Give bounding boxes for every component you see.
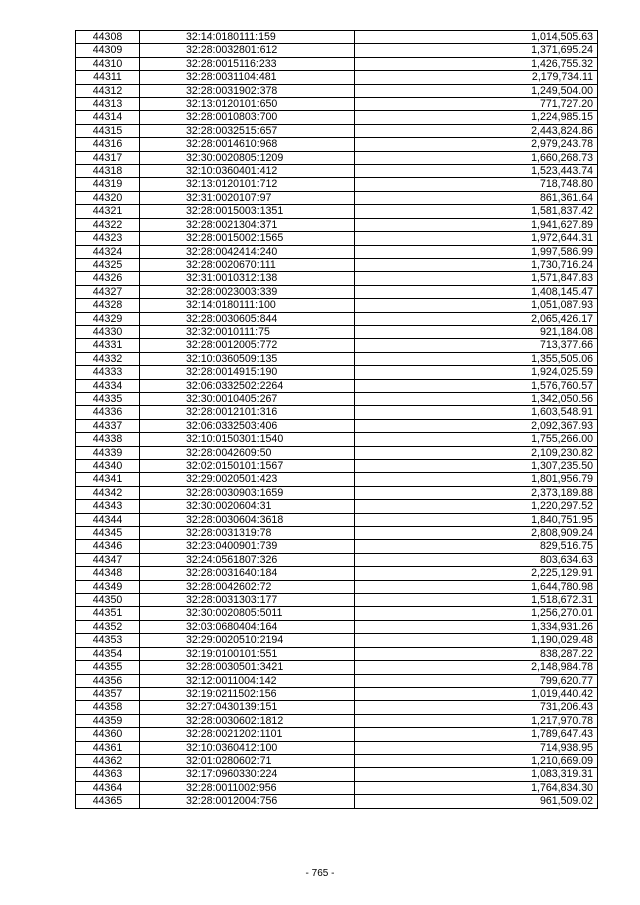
value-cell: 2,979,243.78 bbox=[355, 138, 598, 151]
cadastral-number-cell: 32:28:0030605:844 bbox=[140, 312, 355, 325]
value-cell: 961,509.02 bbox=[355, 795, 598, 808]
row-number-cell: 44326 bbox=[76, 272, 140, 285]
page-number: - 765 - bbox=[305, 868, 335, 879]
cadastral-number-cell: 32:29:0020510:2194 bbox=[140, 634, 355, 647]
value-cell: 1,014,505.63 bbox=[355, 31, 598, 44]
table-row bbox=[76, 124, 598, 137]
table-row bbox=[76, 84, 598, 97]
table-row bbox=[76, 232, 598, 245]
value-cell: 713,377.66 bbox=[355, 339, 598, 352]
cadastral-number-cell: 32:28:0030501:3421 bbox=[140, 661, 355, 674]
value-cell: 1,371,695.24 bbox=[355, 44, 598, 57]
value-cell: 1,224,985.15 bbox=[355, 111, 598, 124]
row-number-cell: 44336 bbox=[76, 406, 140, 419]
row-number-cell: 44359 bbox=[76, 714, 140, 727]
value-cell: 1,342,050.56 bbox=[355, 392, 598, 405]
value-cell: 861,361.64 bbox=[355, 191, 598, 204]
row-number-cell: 44323 bbox=[76, 232, 140, 245]
cadastral-number-cell: 32:24:0561807:326 bbox=[140, 553, 355, 566]
value-cell: 1,644,780.98 bbox=[355, 580, 598, 593]
table-row bbox=[76, 634, 598, 647]
row-number-cell: 44340 bbox=[76, 460, 140, 473]
value-cell: 2,373,189.88 bbox=[355, 486, 598, 499]
table-row bbox=[76, 352, 598, 365]
table-row bbox=[76, 701, 598, 714]
table-row bbox=[76, 741, 598, 754]
value-cell: 1,083,319.31 bbox=[355, 768, 598, 781]
value-cell: 1,997,586.99 bbox=[355, 245, 598, 258]
value-cell: 799,620.77 bbox=[355, 674, 598, 687]
table-row bbox=[76, 191, 598, 204]
value-cell: 1,755,266.00 bbox=[355, 433, 598, 446]
row-number-cell: 44308 bbox=[76, 31, 140, 44]
table-row bbox=[76, 513, 598, 526]
row-number-cell: 44352 bbox=[76, 620, 140, 633]
cadastral-number-cell: 32:10:0360412:100 bbox=[140, 741, 355, 754]
table-row bbox=[76, 674, 598, 687]
value-cell: 2,225,129.91 bbox=[355, 567, 598, 580]
row-number-cell: 44346 bbox=[76, 540, 140, 553]
value-cell: 2,109,230.82 bbox=[355, 446, 598, 459]
cadastral-number-cell: 32:30:0020805:1209 bbox=[140, 151, 355, 164]
cadastral-number-cell: 32:28:0015003:1351 bbox=[140, 205, 355, 218]
value-cell: 1,789,647.43 bbox=[355, 728, 598, 741]
table-row bbox=[76, 527, 598, 540]
value-cell: 1,730,716.24 bbox=[355, 258, 598, 271]
table-row bbox=[76, 446, 598, 459]
cadastral-number-cell: 32:28:0031902:378 bbox=[140, 84, 355, 97]
row-number-cell: 44315 bbox=[76, 124, 140, 137]
table-row bbox=[76, 728, 598, 741]
table-body bbox=[76, 31, 598, 809]
value-cell: 1,941,627.89 bbox=[355, 218, 598, 231]
row-number-cell: 44347 bbox=[76, 553, 140, 566]
value-cell: 1,426,755.32 bbox=[355, 57, 598, 70]
row-number-cell: 44350 bbox=[76, 594, 140, 607]
cadastral-number-cell: 32:14:0180111:159 bbox=[140, 31, 355, 44]
table-row bbox=[76, 285, 598, 298]
value-cell: 731,206.43 bbox=[355, 701, 598, 714]
row-number-cell: 44331 bbox=[76, 339, 140, 352]
cadastral-number-cell: 32:28:0020670:111 bbox=[140, 258, 355, 271]
table-row bbox=[76, 661, 598, 674]
cadastral-number-cell: 32:28:0011002:956 bbox=[140, 781, 355, 794]
table-row bbox=[76, 567, 598, 580]
table-row bbox=[76, 151, 598, 164]
table-row bbox=[76, 594, 598, 607]
cadastral-number-cell: 32:03:0680404:164 bbox=[140, 620, 355, 633]
cadastral-number-cell: 32:28:0030602:1812 bbox=[140, 714, 355, 727]
cadastral-number-cell: 32:28:0012005:772 bbox=[140, 339, 355, 352]
row-number-cell: 44355 bbox=[76, 661, 140, 674]
value-cell: 1,576,760.57 bbox=[355, 379, 598, 392]
table-row bbox=[76, 272, 598, 285]
row-number-cell: 44354 bbox=[76, 647, 140, 660]
table-row bbox=[76, 580, 598, 593]
row-number-cell: 44361 bbox=[76, 741, 140, 754]
value-cell: 1,019,440.42 bbox=[355, 687, 598, 700]
value-cell: 921,184.08 bbox=[355, 325, 598, 338]
value-cell: 1,307,235.50 bbox=[355, 460, 598, 473]
table-row bbox=[76, 392, 598, 405]
row-number-cell: 44348 bbox=[76, 567, 140, 580]
value-cell: 1,256,270.01 bbox=[355, 607, 598, 620]
row-number-cell: 44356 bbox=[76, 674, 140, 687]
cadastral-number-cell: 32:28:0042602:72 bbox=[140, 580, 355, 593]
row-number-cell: 44329 bbox=[76, 312, 140, 325]
row-number-cell: 44357 bbox=[76, 687, 140, 700]
row-number-cell: 44310 bbox=[76, 57, 140, 70]
row-number-cell: 44338 bbox=[76, 433, 140, 446]
table-row bbox=[76, 781, 598, 794]
cadastral-number-cell: 32:28:0032801:612 bbox=[140, 44, 355, 57]
cadastral-number-cell: 32:12:0011004:142 bbox=[140, 674, 355, 687]
cadastral-number-cell: 32:06:0332503:406 bbox=[140, 419, 355, 432]
row-number-cell: 44343 bbox=[76, 500, 140, 513]
value-cell: 1,334,931.26 bbox=[355, 620, 598, 633]
table-row bbox=[76, 165, 598, 178]
cadastral-number-cell: 32:28:0021202:1101 bbox=[140, 728, 355, 741]
table-row bbox=[76, 138, 598, 151]
value-cell: 1,764,834.30 bbox=[355, 781, 598, 794]
row-number-cell: 44362 bbox=[76, 754, 140, 767]
cadastral-number-cell: 32:30:0020805:5011 bbox=[140, 607, 355, 620]
value-cell: 1,924,025.59 bbox=[355, 366, 598, 379]
row-number-cell: 44313 bbox=[76, 98, 140, 111]
table-row bbox=[76, 768, 598, 781]
value-cell: 1,801,956.79 bbox=[355, 473, 598, 486]
cadastral-number-cell: 32:19:0100101:551 bbox=[140, 647, 355, 660]
row-number-cell: 44322 bbox=[76, 218, 140, 231]
value-cell: 718,748.80 bbox=[355, 178, 598, 191]
row-number-cell: 44358 bbox=[76, 701, 140, 714]
cadastral-number-cell: 32:29:0020501:423 bbox=[140, 473, 355, 486]
table-row bbox=[76, 486, 598, 499]
cadastral-number-cell: 32:28:0014915:190 bbox=[140, 366, 355, 379]
cadastral-number-cell: 32:28:0031303:177 bbox=[140, 594, 355, 607]
value-cell: 1,660,268.73 bbox=[355, 151, 598, 164]
cadastral-number-cell: 32:17:0960330:224 bbox=[140, 768, 355, 781]
cadastral-number-cell: 32:10:0150301:1540 bbox=[140, 433, 355, 446]
row-number-cell: 44309 bbox=[76, 44, 140, 57]
row-number-cell: 44319 bbox=[76, 178, 140, 191]
value-cell: 1,581,837.42 bbox=[355, 205, 598, 218]
cadastral-number-cell: 32:30:0010405:267 bbox=[140, 392, 355, 405]
cadastral-number-cell: 32:01:0280602:71 bbox=[140, 754, 355, 767]
row-number-cell: 44365 bbox=[76, 795, 140, 808]
table-row bbox=[76, 406, 598, 419]
cadastral-number-cell: 32:10:0360509:135 bbox=[140, 352, 355, 365]
row-number-cell: 44317 bbox=[76, 151, 140, 164]
value-cell: 1,523,443.74 bbox=[355, 165, 598, 178]
table-row bbox=[76, 366, 598, 379]
table-row bbox=[76, 245, 598, 258]
cadastral-number-cell: 32:19:0211502:156 bbox=[140, 687, 355, 700]
cadastral-number-cell: 32:28:0031104:481 bbox=[140, 71, 355, 84]
value-cell: 2,148,984.78 bbox=[355, 661, 598, 674]
value-cell: 1,355,505.06 bbox=[355, 352, 598, 365]
cadastral-number-cell: 32:28:0021304:371 bbox=[140, 218, 355, 231]
table-row bbox=[76, 379, 598, 392]
cadastral-number-cell: 32:27:0430139:151 bbox=[140, 701, 355, 714]
value-cell: 2,808,909.24 bbox=[355, 527, 598, 540]
row-number-cell: 44334 bbox=[76, 379, 140, 392]
value-cell: 1,518,672.31 bbox=[355, 594, 598, 607]
table-row bbox=[76, 325, 598, 338]
row-number-cell: 44351 bbox=[76, 607, 140, 620]
cadastral-number-cell: 32:28:0015116:233 bbox=[140, 57, 355, 70]
row-number-cell: 44316 bbox=[76, 138, 140, 151]
row-number-cell: 44325 bbox=[76, 258, 140, 271]
row-number-cell: 44318 bbox=[76, 165, 140, 178]
cadastral-number-cell: 32:28:0032515:657 bbox=[140, 124, 355, 137]
cadastral-number-cell: 32:13:0120101:650 bbox=[140, 98, 355, 111]
cadastral-number-cell: 32:13:0120101:712 bbox=[140, 178, 355, 191]
table-row bbox=[76, 178, 598, 191]
table-row bbox=[76, 98, 598, 111]
row-number-cell: 44353 bbox=[76, 634, 140, 647]
table-row bbox=[76, 312, 598, 325]
cadastral-value-table bbox=[75, 30, 598, 809]
value-cell: 1,571,847.83 bbox=[355, 272, 598, 285]
table-row bbox=[76, 111, 598, 124]
value-cell: 1,051,087.93 bbox=[355, 299, 598, 312]
cadastral-number-cell: 32:28:0015002:1565 bbox=[140, 232, 355, 245]
row-number-cell: 44360 bbox=[76, 728, 140, 741]
table-row bbox=[76, 540, 598, 553]
table-row bbox=[76, 647, 598, 660]
cadastral-number-cell: 32:28:0042609:50 bbox=[140, 446, 355, 459]
value-cell: 803,634.63 bbox=[355, 553, 598, 566]
table-row bbox=[76, 31, 598, 44]
cadastral-number-cell: 32:02:0150101:1567 bbox=[140, 460, 355, 473]
table-row bbox=[76, 205, 598, 218]
table-row bbox=[76, 500, 598, 513]
cadastral-number-cell: 32:28:0042414:240 bbox=[140, 245, 355, 258]
cadastral-number-cell: 32:14:0180111:100 bbox=[140, 299, 355, 312]
row-number-cell: 44364 bbox=[76, 781, 140, 794]
cadastral-number-cell: 32:31:0010312:138 bbox=[140, 272, 355, 285]
cadastral-number-cell: 32:06:0332502:2264 bbox=[140, 379, 355, 392]
value-cell: 1,220,297.52 bbox=[355, 500, 598, 513]
cadastral-number-cell: 32:28:0030604:3618 bbox=[140, 513, 355, 526]
value-cell: 2,443,824.86 bbox=[355, 124, 598, 137]
table-row bbox=[76, 218, 598, 231]
table-row bbox=[76, 460, 598, 473]
row-number-cell: 44330 bbox=[76, 325, 140, 338]
table-row bbox=[76, 607, 598, 620]
table-row bbox=[76, 71, 598, 84]
table-row bbox=[76, 795, 598, 808]
row-number-cell: 44363 bbox=[76, 768, 140, 781]
value-cell: 2,065,426.17 bbox=[355, 312, 598, 325]
row-number-cell: 44341 bbox=[76, 473, 140, 486]
row-number-cell: 44332 bbox=[76, 352, 140, 365]
cadastral-number-cell: 32:28:0010803:700 bbox=[140, 111, 355, 124]
row-number-cell: 44344 bbox=[76, 513, 140, 526]
cadastral-number-cell: 32:28:0023003:339 bbox=[140, 285, 355, 298]
table-row bbox=[76, 44, 598, 57]
row-number-cell: 44345 bbox=[76, 527, 140, 540]
row-number-cell: 44321 bbox=[76, 205, 140, 218]
value-cell: 2,179,734.11 bbox=[355, 71, 598, 84]
cadastral-number-cell: 32:28:0030903:1659 bbox=[140, 486, 355, 499]
table-row bbox=[76, 620, 598, 633]
table-row bbox=[76, 419, 598, 432]
table-row bbox=[76, 714, 598, 727]
value-cell: 829,516.75 bbox=[355, 540, 598, 553]
value-cell: 1,408,145.47 bbox=[355, 285, 598, 298]
row-number-cell: 44339 bbox=[76, 446, 140, 459]
row-number-cell: 44314 bbox=[76, 111, 140, 124]
cadastral-number-cell: 32:28:0031640:184 bbox=[140, 567, 355, 580]
value-cell: 838,287.22 bbox=[355, 647, 598, 660]
value-cell: 2,092,367.93 bbox=[355, 419, 598, 432]
table-row bbox=[76, 754, 598, 767]
cadastral-number-cell: 32:31:0020107:97 bbox=[140, 191, 355, 204]
cadastral-number-cell: 32:32:0010111:75 bbox=[140, 325, 355, 338]
value-cell: 714,938.95 bbox=[355, 741, 598, 754]
cadastral-number-cell: 32:23:0400901:739 bbox=[140, 540, 355, 553]
table-row bbox=[76, 687, 598, 700]
row-number-cell: 44337 bbox=[76, 419, 140, 432]
row-number-cell: 44335 bbox=[76, 392, 140, 405]
cadastral-number-cell: 32:28:0012101:316 bbox=[140, 406, 355, 419]
row-number-cell: 44349 bbox=[76, 580, 140, 593]
value-cell: 1,249,504.00 bbox=[355, 84, 598, 97]
value-cell: 1,217,970.78 bbox=[355, 714, 598, 727]
row-number-cell: 44333 bbox=[76, 366, 140, 379]
cadastral-number-cell: 32:28:0031319:78 bbox=[140, 527, 355, 540]
row-number-cell: 44342 bbox=[76, 486, 140, 499]
table-row bbox=[76, 258, 598, 271]
row-number-cell: 44327 bbox=[76, 285, 140, 298]
value-cell: 1,190,029.48 bbox=[355, 634, 598, 647]
value-cell: 1,210,669.09 bbox=[355, 754, 598, 767]
cadastral-number-cell: 32:28:0014610:968 bbox=[140, 138, 355, 151]
table-row bbox=[76, 339, 598, 352]
table-row bbox=[76, 299, 598, 312]
value-cell: 1,840,751.95 bbox=[355, 513, 598, 526]
cadastral-number-cell: 32:30:0020604:31 bbox=[140, 500, 355, 513]
cadastral-number-cell: 32:10:0360401:412 bbox=[140, 165, 355, 178]
table-row bbox=[76, 57, 598, 70]
value-cell: 1,603,548.91 bbox=[355, 406, 598, 419]
table-row bbox=[76, 473, 598, 486]
cadastral-number-cell: 32:28:0012004:756 bbox=[140, 795, 355, 808]
row-number-cell: 44320 bbox=[76, 191, 140, 204]
value-cell: 771,727.20 bbox=[355, 98, 598, 111]
row-number-cell: 44324 bbox=[76, 245, 140, 258]
value-cell: 1,972,644.31 bbox=[355, 232, 598, 245]
table-row bbox=[76, 433, 598, 446]
row-number-cell: 44328 bbox=[76, 299, 140, 312]
table-row bbox=[76, 553, 598, 566]
row-number-cell: 44312 bbox=[76, 84, 140, 97]
row-number-cell: 44311 bbox=[76, 71, 140, 84]
